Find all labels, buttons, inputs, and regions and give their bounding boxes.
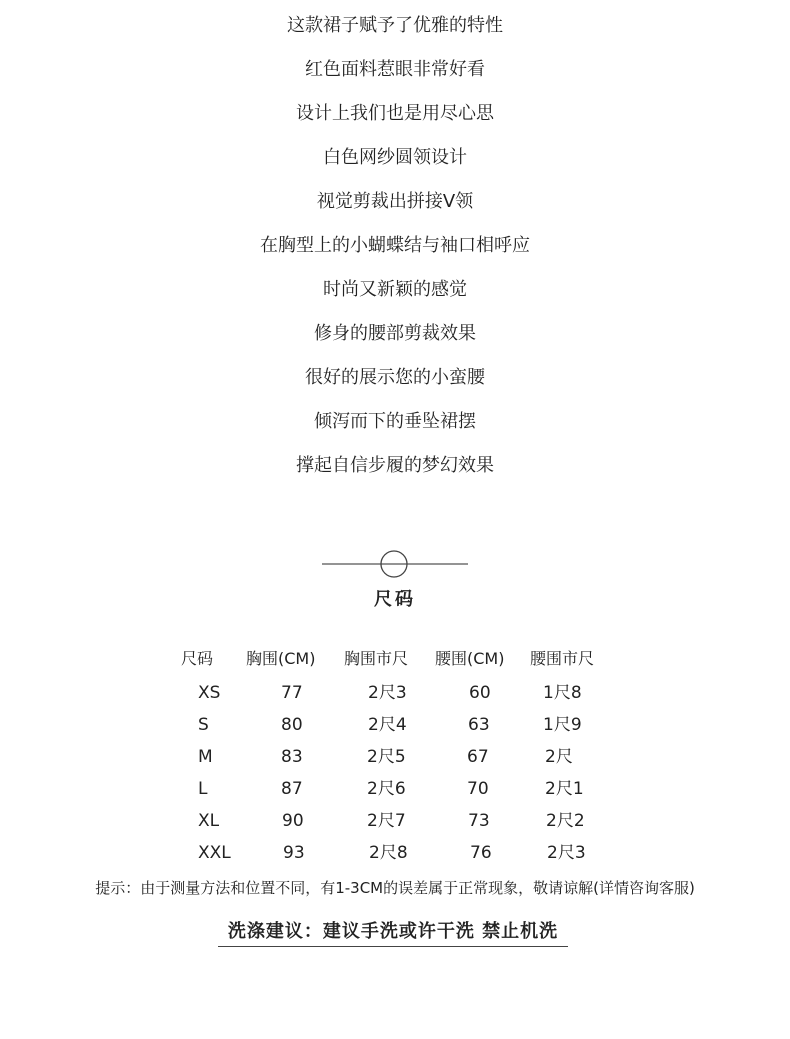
table-header: 胸围(CM): [246, 649, 316, 668]
table-cell: XS: [198, 683, 221, 703]
description-line: 倾泻而下的垂坠裙摆: [314, 411, 476, 432]
circle-divider-icon: [320, 546, 470, 582]
description-line: 白色网纱圆领设计: [323, 147, 467, 168]
table-cell: 2尺2: [546, 811, 585, 831]
table-cell: 2尺7: [367, 811, 406, 831]
table-cell: 70: [467, 779, 489, 799]
table-cell: 93: [283, 843, 305, 863]
table-header: 腰围市尺: [530, 649, 595, 668]
table-cell: 77: [281, 683, 303, 703]
table-cell: 2尺: [545, 747, 573, 767]
table-cell: 1尺9: [543, 715, 582, 735]
wash-advice: 洗涤建议：建议手洗或许干洗 禁止机洗: [227, 921, 559, 942]
size-section-title: 尺码: [374, 589, 416, 610]
table-cell: 83: [281, 747, 303, 767]
table-cell: S: [198, 715, 209, 735]
table-cell: 73: [468, 811, 490, 831]
description-line: 很好的展示您的小蛮腰: [305, 367, 485, 388]
table-cell: M: [198, 747, 213, 767]
table-cell: 2尺3: [368, 683, 407, 703]
table-cell: XXL: [198, 843, 231, 863]
description-line: 视觉剪裁出拼接V领: [316, 191, 474, 212]
description-line: 红色面料惹眼非常好看: [305, 59, 485, 80]
description-line: 在胸型上的小蝴蝶结与袖口相呼应: [260, 235, 530, 256]
table-cell: 2尺6: [367, 779, 406, 799]
table-cell: 67: [467, 747, 489, 767]
table-cell: 60: [469, 683, 491, 703]
description-line: 这款裙子赋予了优雅的特性: [287, 15, 503, 36]
table-cell: 2尺1: [545, 779, 584, 799]
measurement-note: 提示：由于测量方法和位置不同，有1-3CM的误差属于正常现象，敬请谅解(详情咨询客服): [95, 879, 695, 897]
description-line: 设计上我们也是用尽心思: [296, 103, 494, 124]
table-header: 腰围(CM): [435, 649, 505, 668]
description-line: 时尚又新颖的感觉: [323, 279, 467, 300]
table-cell: XL: [198, 811, 220, 831]
table-cell: 80: [281, 715, 303, 735]
table-cell: 1尺8: [543, 683, 582, 703]
description-line: 撑起自信步履的梦幻效果: [296, 455, 494, 476]
table-cell: 90: [282, 811, 304, 831]
table-header: 胸围市尺: [344, 649, 409, 668]
table-cell: 2尺8: [369, 843, 408, 863]
table-cell: 76: [470, 843, 492, 863]
table-cell: 87: [281, 779, 303, 799]
table-cell: 63: [468, 715, 490, 735]
table-header: 尺码: [181, 649, 214, 668]
description-line: 修身的腰部剪裁效果: [314, 323, 476, 344]
wash-underline: [218, 946, 568, 947]
table-cell: 2尺4: [368, 715, 407, 735]
table-cell: L: [198, 779, 208, 799]
table-cell: 2尺3: [547, 843, 586, 863]
table-cell: 2尺5: [367, 747, 406, 767]
